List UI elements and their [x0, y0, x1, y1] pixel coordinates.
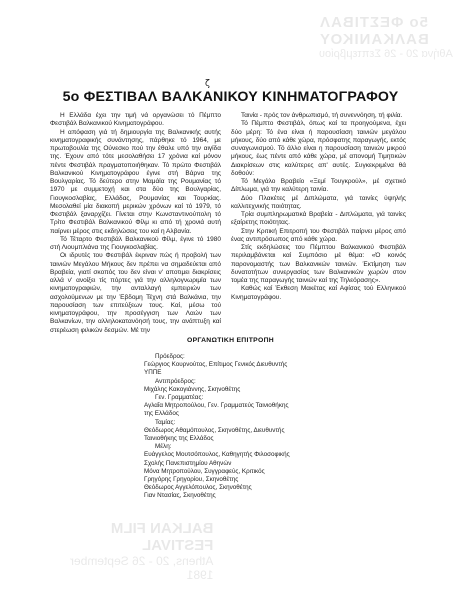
committee-member: Ταινιοθήκης της Ελλάδος — [144, 435, 214, 443]
committee-member: Γιαν Ντασίας, Σκηνοθέτης — [144, 492, 216, 500]
committee-member: Θεόδωρος Αγγελόπουλος, Σκηνοθέτης — [144, 484, 252, 492]
ghost-line: FESTIVAL — [142, 537, 214, 554]
right-column-paragraph: Ταινία - πρός τον άνθρωπισμό, τή συνεννόηση, τή φιλία. — [241, 112, 403, 119]
page-title: 5ο ΦΕΣΤΙΒΑΛ ΒΑΛΚΑΝΙΚΟΥ ΚΙΝΗΜΑΤΟΓΡΑΦΟΥ — [62, 89, 399, 105]
left-column-paragraph: Η Ελλάδα έχει την τιμή νά οργανώσει τό Πέμπτο Φεστιβάλ Βαλκανικού Κινηματογράφου. — [50, 112, 221, 128]
committee-member: Γεώργιος Κουρνούτος, Επίτιμος Γενικός Διευθυντής — [144, 361, 288, 369]
committee-role: Μέλη: — [155, 443, 172, 451]
ghost-line: Αθήνα 20 - 26 Σεπτεμβρίου — [319, 48, 453, 60]
bleed-through-text-bottom — [70, 520, 213, 582]
right-column-paragraph: Στίς εκδηλώσεις του Πέμπτου Βαλκανικού Φεστιβάλ περιλαμβάνεται καί Συμπόσιο μέ θέμα: «Ό κοινός παρονομαστής των Βαλκανικών ταινιών. Έκτίμηση των δυνατοτήτων συνεργασίας των Βαλκανικών χωρών στον τομέα της παραγωγής ταινιών καί της Τηλεόρασης». — [231, 244, 406, 284]
left-column-paragraph: Οι ιδρυτές του Φεστιβάλ έκριναν πώς ή προβολή των ταινιών Μεγάλου Μήκους δεν πρέπει να σημαδεύεται από Βραβεία, γιατί σκοπός του δεν είναι ν' αποτιμει διακρίσεις αλλά ν' ανοίξει τίς πόρτες γιά την αλληλογνωριμία των κινηματογραφιών, την ανταλλαγή εμπειριών των ασχολούμενων με την Έβδομη Τέχνη στά Βαλκάνια, την παρουσίαση των επιτεύξεων τους. Καί, μέσω τού κινηματογράφου, την προσέγγιση των Λαών των Βαλκανίων, την αλληλοκατανόησή τους, την ανάπτυξη καί στερέωση φιλικών δεσμών. Μέ την — [50, 252, 221, 334]
right-column-paragraph: Στην Κριτική Επιτροπή του Φεστιβάλ παίρνει μέρος από ένας αντιπρόσωπος από κάθε χώρα. — [231, 227, 406, 243]
right-column-paragraph: Καθώς καί Έκθεση Μακέτας καί Αφίσας τού Ελληνικού Κινηματογράφου. — [231, 285, 406, 301]
committee-role: Γεν. Γραμματέας: — [155, 394, 204, 402]
ghost-line: 1981 — [186, 568, 214, 582]
right-column-paragraph: Τό Μεγάλο Βραβείο «Ξεμί Τουγκρούλ», μέ σχετικό Δίπλωμα, γιά την καλύτερη ταινία. — [231, 178, 406, 194]
committee-member: ΥΠΠΕ — [144, 369, 162, 377]
left-column-paragraph: Τό Τέταρτο Φεστιβάλ Βαλκανικού Φίλμ, έγινε τό 1980 στή Λιουμπλιάνα της Γιουγκοσλαβίας. — [50, 235, 221, 251]
committee-member: της Ελλάδος — [144, 410, 179, 418]
committee-member: Μόνα Μητροπούλου, Συγγραφεύς, Κριτικός — [144, 467, 265, 475]
right-column — [231, 112, 406, 302]
left-column — [50, 112, 221, 335]
committee-member: Μιχάλης Κακογιάννης, Σκηνοθέτης — [144, 385, 241, 393]
committee-member: Θεόδωρος Αθαμόπουλος, Σκηνοθέτης, Διευθυντής — [144, 426, 285, 434]
ghost-line: BALKAN FILM — [110, 520, 214, 537]
right-column-paragraph: Τό Πέμπτο Φεστιβάλ, όπως καί τα προηγούμενα, έχει δύο μέρη: Τό ένα είναι ή παρουσίαση ταινιών μεγάλου μήκους, δύο από κάθε χώρα, πρόσφατης παραγωγής, εκτός συναγωνισμού. Τό άλλο είναι η παρουσίαση ταινιών μικρού μήκους, έως πέντε από κάθε χώρα, μέ απονομή Τιμητικών Διακρίσεων στις καλύτερες απ' αυτές. Συγκεκριμένα θά δοθούν: — [231, 120, 406, 177]
committee-heading: ΟΡΓΑΝΩΤΙΚΗ ΕΠΙΤΡΟΠΗ — [187, 337, 274, 344]
ghost-line: ΒΑΛΚΑΝΙΚΟΥ — [319, 31, 429, 48]
handwritten-mark: ζ — [205, 79, 210, 89]
committee-role: Ταμίας: — [155, 418, 176, 426]
committee-member: Γρηγόρης Γρηγορίου, Σκηνοθέτης — [144, 476, 239, 484]
committee-member: Ευάγγελος Μουτσόπουλος, Καθηγητής Φιλοσοφικής — [144, 451, 290, 459]
ghost-line: Athens, 20 - 26 September — [70, 554, 214, 568]
right-column-paragraph: Δύο Πλακέτες μέ Διπλώματα, γιά ταινίες ύψηλής καλλιτεχνικής ποιότητας. — [231, 194, 406, 210]
ghost-line: 5o ΦΕΣΤΙΒΑΛ — [319, 14, 429, 31]
committee-list — [142, 353, 392, 501]
committee-role: Αντιπρόεδρος: — [155, 377, 196, 385]
committee-role: Πρόεδρος: — [155, 353, 185, 360]
committee-member: Σχολής Πανεπιστημίου Αθηνών — [144, 459, 232, 467]
right-column-paragraph: Τρία συμπληρωματικά Βραβεία - Διπλώματα, γιά ταινίες εξαίρετης ποιότητας. — [231, 211, 406, 227]
committee-member: Αγλαΐα Μητροπούλου, Γεν. Γραμματεύς Ταινιοθήκης — [144, 402, 289, 410]
left-column-paragraph: Η απόφαση γιά τή δημιουργία της Βαλκανικής αυτής κινηματογραφικής συνάντησης, πάρθηκε τό 1964, με πρωτοβουλία της Ούνεσκο πού την έθαλε υπό την αιγίδα της. Έχουν από τότε μεσολαθήσει 17 χρόνια καί μόνον πέντε Φεστιβάλ πραγματοποιήθηκαν. Τό πρώτο Φεστιβάλ Βαλκανικού Κινηματογράφου έγινε στή Βάρνα της Βουλγαρίας. Τό δεύτερο στην Μαμάϊα της Ρουμανίας τό 1970 με συμμετοχή και στα δύο της Βουλγαρίας, Γιουγκοσλαβίας, Ελλάδας, Ρουμανίας και Τουρκίας. Μεσολαθεί μία διακοπή μερικών χρόνων καί τό 1979, τό Φεστιβάλ ξαναρχίζει. Γίνεται στην Κωνσταντινούπολη τό Τρίτο Φεστιβάλ Βαλκανικού Φίλμ κι από τή χρονιά αυτή παίρνει μέρος στις εκδηλώσεις του καί η Αλβανία. — [50, 128, 221, 235]
bleed-through-text-top — [319, 14, 453, 60]
